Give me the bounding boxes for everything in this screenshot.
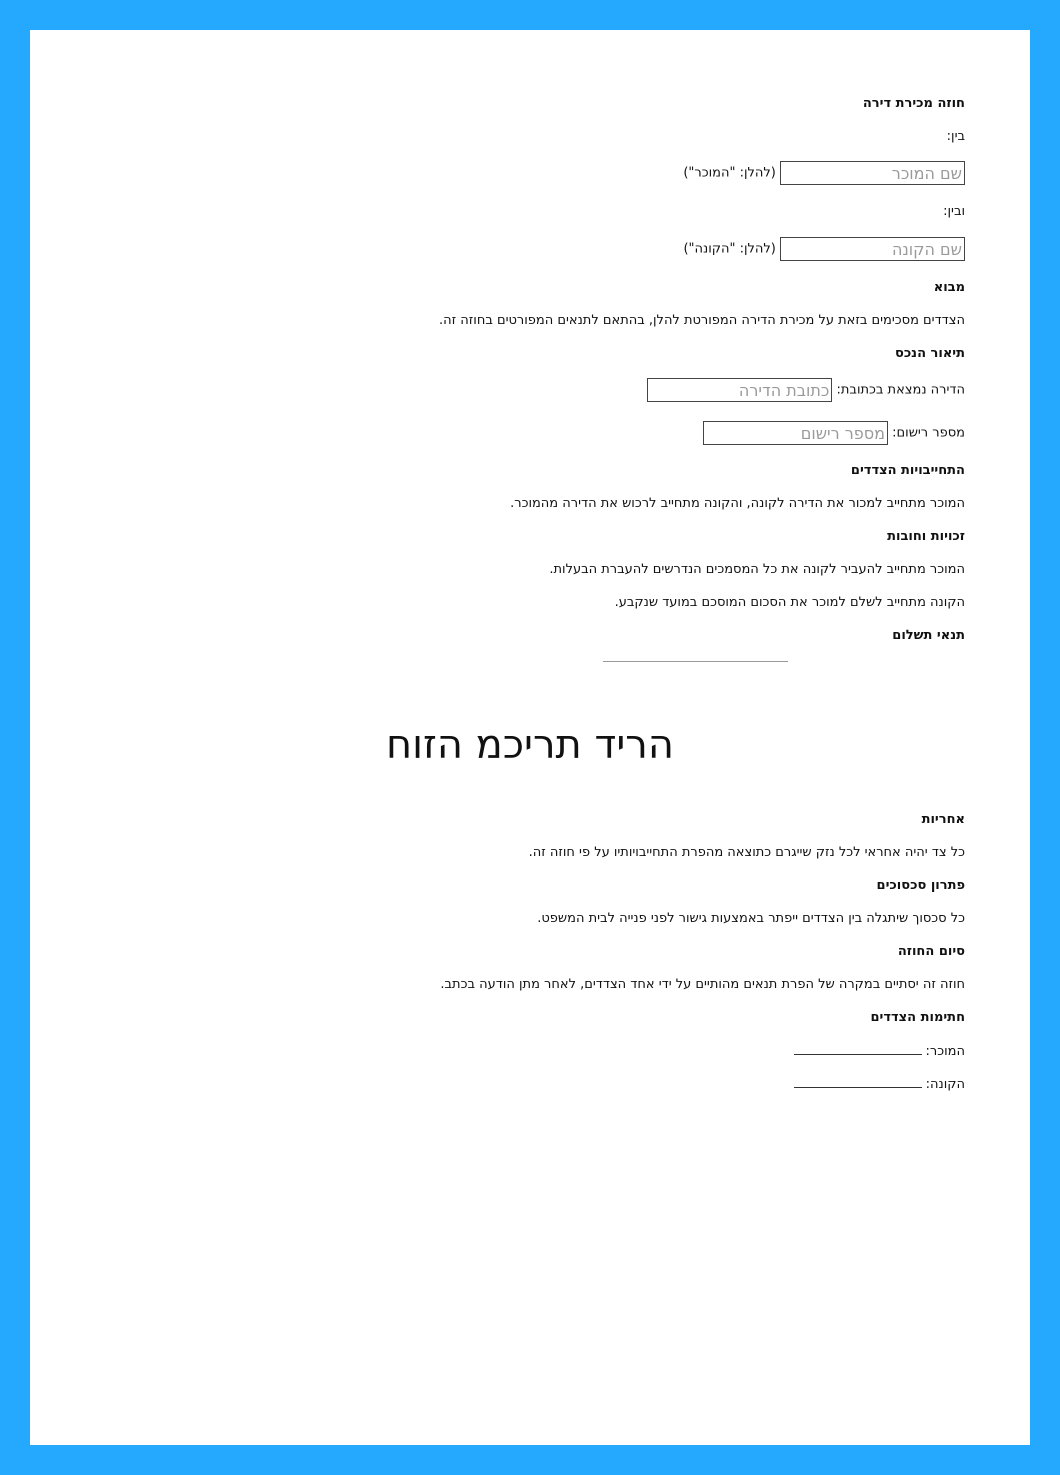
- seller-row: [683, 161, 965, 185]
- termination-heading: סיום החוזה: [897, 944, 965, 959]
- rights-text-1: המוכר מתחייב להעביר לקונה את כל המסמכים הנדרשים להעברת הבעלות.: [549, 562, 965, 577]
- termination-text: חוזה זה יסתיים במקרה של הפרת תנאים מהותיים על ידי אחד הצדדים, לאחר מתן הודעה בכתב.: [440, 977, 965, 992]
- payment-heading: תנאי תשלום: [892, 628, 965, 643]
- seller-signature-row: [794, 1042, 965, 1061]
- signatures-heading: חתימות הצדדים: [870, 1010, 965, 1025]
- overlay-title: הריד תריכמ הזוח: [385, 722, 675, 768]
- seller-name-field[interactable]: שם המוכר: [780, 161, 965, 185]
- rights-text-2: הקונה מתחייב לשלם למוכר את הסכום המוסכם במועד שנקבע.: [614, 595, 965, 610]
- registry-field[interactable]: מספר רישום: [703, 421, 888, 445]
- address-field[interactable]: כתובת הדירה: [647, 378, 832, 402]
- address-label: הדירה נמצאת בכתובת:: [836, 382, 965, 398]
- registry-label: מספר רישום:: [892, 425, 965, 441]
- intro-text: הצדדים מסכימים בזאת על מכירת הדירה המפורטת להלן, בהתאם לתנאים המפורטים בחוזה זה.: [439, 313, 965, 328]
- buyer-signature-row: [794, 1075, 965, 1094]
- buyer-row: [683, 237, 965, 261]
- rights-heading: זכויות וחובות: [887, 529, 965, 544]
- property-heading: תיאור הנכס: [894, 346, 965, 361]
- buyer-sign-label: הקונה:: [925, 1077, 965, 1092]
- buyer-alias: (להלן: "הקונה"): [683, 241, 776, 257]
- liability-heading: אחריות: [921, 812, 965, 827]
- obligations-heading: התחייבויות הצדדים: [850, 463, 965, 478]
- registry-row: [703, 421, 965, 445]
- and-between-label: ובין:: [943, 204, 965, 219]
- seller-signature-line[interactable]: [794, 1042, 922, 1055]
- buyer-signature-line[interactable]: [794, 1075, 922, 1088]
- disputes-text: כל סכסוך שיתגלה בין הצדדים ייפתר באמצעות גישור לפני פנייה לבית המשפט.: [537, 911, 965, 926]
- address-row: [647, 378, 965, 402]
- seller-sign-label: המוכר:: [925, 1044, 965, 1059]
- intro-heading: מבוא: [933, 280, 965, 295]
- document-title: חוזה מכירת דירה: [862, 96, 965, 111]
- disputes-heading: פתרון סכסוכים: [876, 878, 965, 893]
- obligations-text: המוכר מתחייב למכור את הדירה לקונה, והקונה מתחייב לרכוש את הדירה מהמוכר.: [510, 496, 965, 511]
- buyer-name-field[interactable]: שם הקונה: [780, 237, 965, 261]
- seller-alias: (להלן: "המוכר"): [683, 165, 776, 181]
- payment-divider: [603, 661, 788, 662]
- between-label: בין:: [946, 129, 965, 144]
- liability-text: כל צד יהיה אחראי לכל נזק שייגרם כתוצאה מהפרת התחייבויותיו על פי חוזה זה.: [528, 845, 965, 860]
